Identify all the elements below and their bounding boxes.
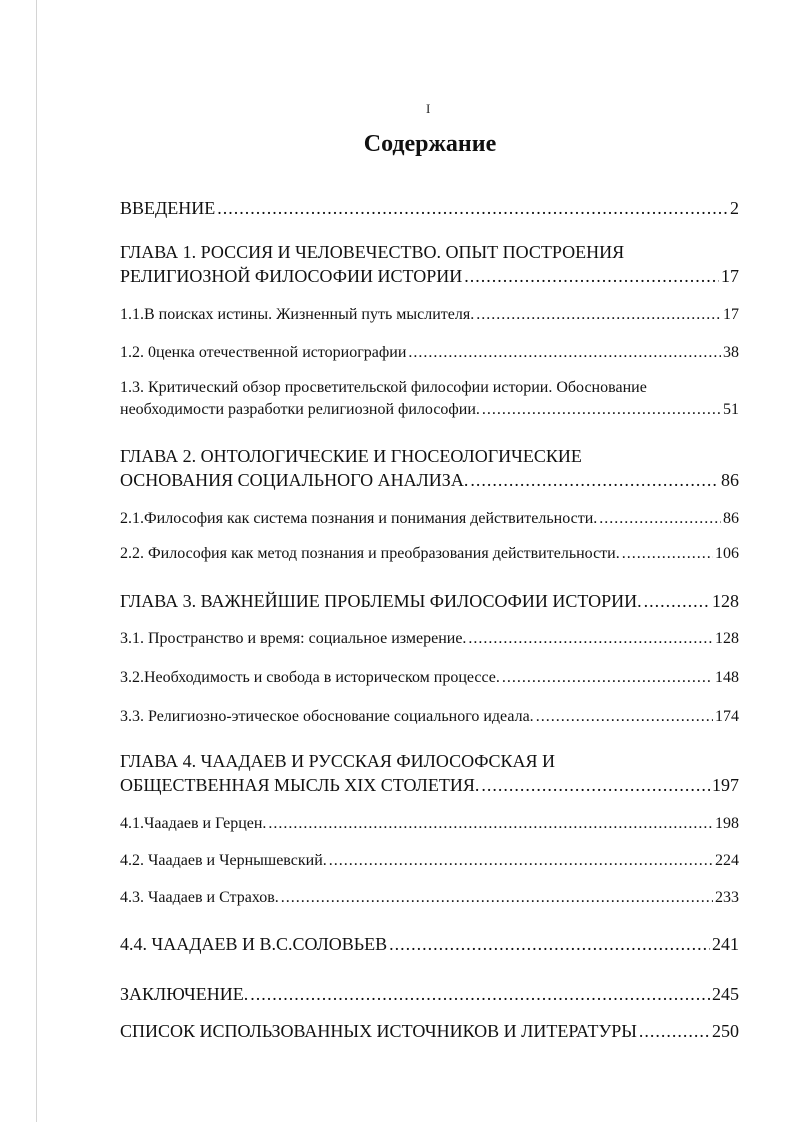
dot-leader bbox=[644, 589, 710, 613]
toc-entry-text: ВВЕДЕНИЕ bbox=[120, 198, 216, 218]
toc-page-number: 197 bbox=[712, 775, 739, 795]
toc-page-number: 128 bbox=[712, 591, 739, 611]
toc-entry-section-3-1[interactable] bbox=[120, 628, 739, 650]
toc-entry-text: ЗАКЛЮЧЕНИЕ. bbox=[120, 984, 249, 1004]
dot-leader bbox=[281, 887, 713, 909]
toc-entry-text-line1: ГЛАВА 4. ЧААДАЕВ И РУССКАЯ ФИЛОСОФСКАЯ И bbox=[120, 751, 556, 771]
toc-page-number: 198 bbox=[715, 815, 739, 832]
toc-entry-section-2-1[interactable] bbox=[120, 508, 739, 530]
dot-leader bbox=[476, 304, 721, 326]
toc-entry-section-4-4[interactable] bbox=[120, 932, 739, 956]
dot-leader bbox=[502, 667, 713, 689]
toc-page-number: 233 bbox=[715, 889, 739, 906]
toc-entry-text-line1: ГЛАВА 2. ОНТОЛОГИЧЕСКИЕ И ГНОСЕОЛОГИЧЕСКИЕ bbox=[120, 446, 582, 466]
toc-entry-text: ОБЩЕСТВЕННАЯ МЫСЛЬ XIX СТОЛЕТИЯ. bbox=[120, 775, 480, 795]
toc-entry-section-1-2[interactable] bbox=[120, 342, 739, 364]
toc-entry-chapter-3[interactable] bbox=[120, 589, 739, 613]
toc-entry-chapter-1[interactable] bbox=[120, 240, 739, 288]
toc-page-number: 245 bbox=[712, 984, 739, 1004]
toc-page-number: 250 bbox=[712, 1021, 739, 1041]
toc-entry-text: 3.2.Необходимость и свобода в историческом процессе. bbox=[120, 669, 500, 686]
page-mark: I bbox=[426, 101, 431, 116]
dot-leader bbox=[470, 468, 719, 492]
toc-page-number: 224 bbox=[715, 852, 739, 869]
toc-entry-section-2-2[interactable] bbox=[120, 543, 739, 565]
toc-page-number: 86 bbox=[721, 470, 739, 490]
toc-page-number: 17 bbox=[723, 306, 739, 323]
toc-page-number: 241 bbox=[712, 934, 739, 954]
dot-leader bbox=[536, 706, 713, 728]
toc-entry-text: ГЛАВА 3. ВАЖНЕЙШИЕ ПРОБЛЕМЫ ФИЛОСОФИИ ИСТОРИИ. bbox=[120, 591, 642, 611]
toc-entry-text-line1: 1.3. Критический обзор просветительской философии истории. Обоснование bbox=[120, 379, 647, 396]
toc-entry-text: 4.2. Чаадаев и Чернышевский. bbox=[120, 852, 327, 869]
toc-entry-text: 4.1.Чаадаев и Герцен. bbox=[120, 815, 267, 832]
toc-entry-bibliography[interactable] bbox=[120, 1019, 739, 1043]
toc-entry-text: 1.2. 0ценка отечественной историографии bbox=[120, 344, 407, 361]
toc-page-number: 128 bbox=[715, 630, 739, 647]
dot-leader bbox=[599, 508, 721, 530]
dot-leader bbox=[408, 342, 721, 364]
toc-entry-section-3-2[interactable] bbox=[120, 667, 739, 689]
dot-leader bbox=[468, 628, 713, 650]
dot-leader bbox=[622, 543, 713, 565]
toc-entry-text: 4.3. Чаадаев и Страхов. bbox=[120, 889, 279, 906]
toc-page-number: 174 bbox=[715, 708, 739, 725]
toc-entry-text: СПИСОК ИСПОЛЬЗОВАННЫХ ИСТОЧНИКОВ И ЛИТЕРАТУРЫ bbox=[120, 1021, 637, 1041]
dot-leader bbox=[329, 850, 713, 872]
toc-page-number: 51 bbox=[723, 401, 739, 418]
page-title: Содержание bbox=[363, 131, 497, 157]
toc-entry-chapter-2[interactable] bbox=[120, 444, 739, 492]
toc-entry-section-4-2[interactable] bbox=[120, 850, 739, 872]
dot-leader bbox=[482, 399, 721, 421]
toc-entry-text: ОСНОВАНИЯ СОЦИАЛЬНОГО АНАЛИЗА. bbox=[120, 470, 469, 490]
dot-leader bbox=[389, 932, 710, 956]
toc-page-number: 2 bbox=[730, 198, 739, 218]
toc-entry-section-1-1[interactable] bbox=[120, 304, 739, 326]
toc-entry-section-3-3[interactable] bbox=[120, 706, 739, 728]
toc-entry-section-4-3[interactable] bbox=[120, 887, 739, 909]
dot-leader bbox=[268, 813, 713, 835]
toc-entry-chapter-4[interactable] bbox=[120, 749, 739, 797]
dot-leader bbox=[250, 982, 710, 1006]
toc-page-number: 86 bbox=[723, 510, 739, 527]
toc-entry-conclusion[interactable] bbox=[120, 982, 739, 1006]
toc-entry-section-4-1[interactable] bbox=[120, 813, 739, 835]
dot-leader bbox=[464, 264, 719, 288]
toc-entry-text: 1.1.В поисках истины. Жизненный путь мыслителя. bbox=[120, 306, 475, 323]
toc-page-number: 38 bbox=[723, 344, 739, 361]
toc-entry-section-1-3[interactable] bbox=[120, 377, 739, 421]
toc-entry-text: 3.1. Пространство и время: социальное измерение. bbox=[120, 630, 467, 647]
toc-entry-text: 4.4. ЧААДАЕВ И В.С.СОЛОВЬЕВ bbox=[120, 934, 388, 954]
toc-entry-text: 2.1.Философия как система познания и понимания действительности. bbox=[120, 510, 598, 527]
toc-entry-text-line1: ГЛАВА 1. РОССИЯ И ЧЕЛОВЕЧЕСТВО. ОПЫТ ПОСТРОЕНИЯ bbox=[120, 242, 625, 262]
toc-entry-text: 2.2. Философия как метод познания и преобразования действительности. bbox=[120, 545, 620, 562]
dot-leader bbox=[217, 196, 728, 220]
page-edge-line bbox=[36, 0, 37, 1122]
toc-page-number: 148 bbox=[715, 669, 739, 686]
dot-leader bbox=[639, 1019, 710, 1043]
toc-entry-introduction[interactable] bbox=[120, 196, 739, 220]
dot-leader bbox=[481, 773, 710, 797]
toc-page-number: 106 bbox=[715, 545, 739, 562]
toc-page-number: 17 bbox=[721, 266, 739, 286]
toc-entry-text: необходимости разработки религиозной философии. bbox=[120, 401, 480, 418]
toc-entry-text: 3.3. Религиозно-этическое обоснование социального идеала. bbox=[120, 708, 534, 725]
toc-entry-text: РЕЛИГИОЗНОЙ ФИЛОСОФИИ ИСТОРИИ bbox=[120, 266, 463, 286]
